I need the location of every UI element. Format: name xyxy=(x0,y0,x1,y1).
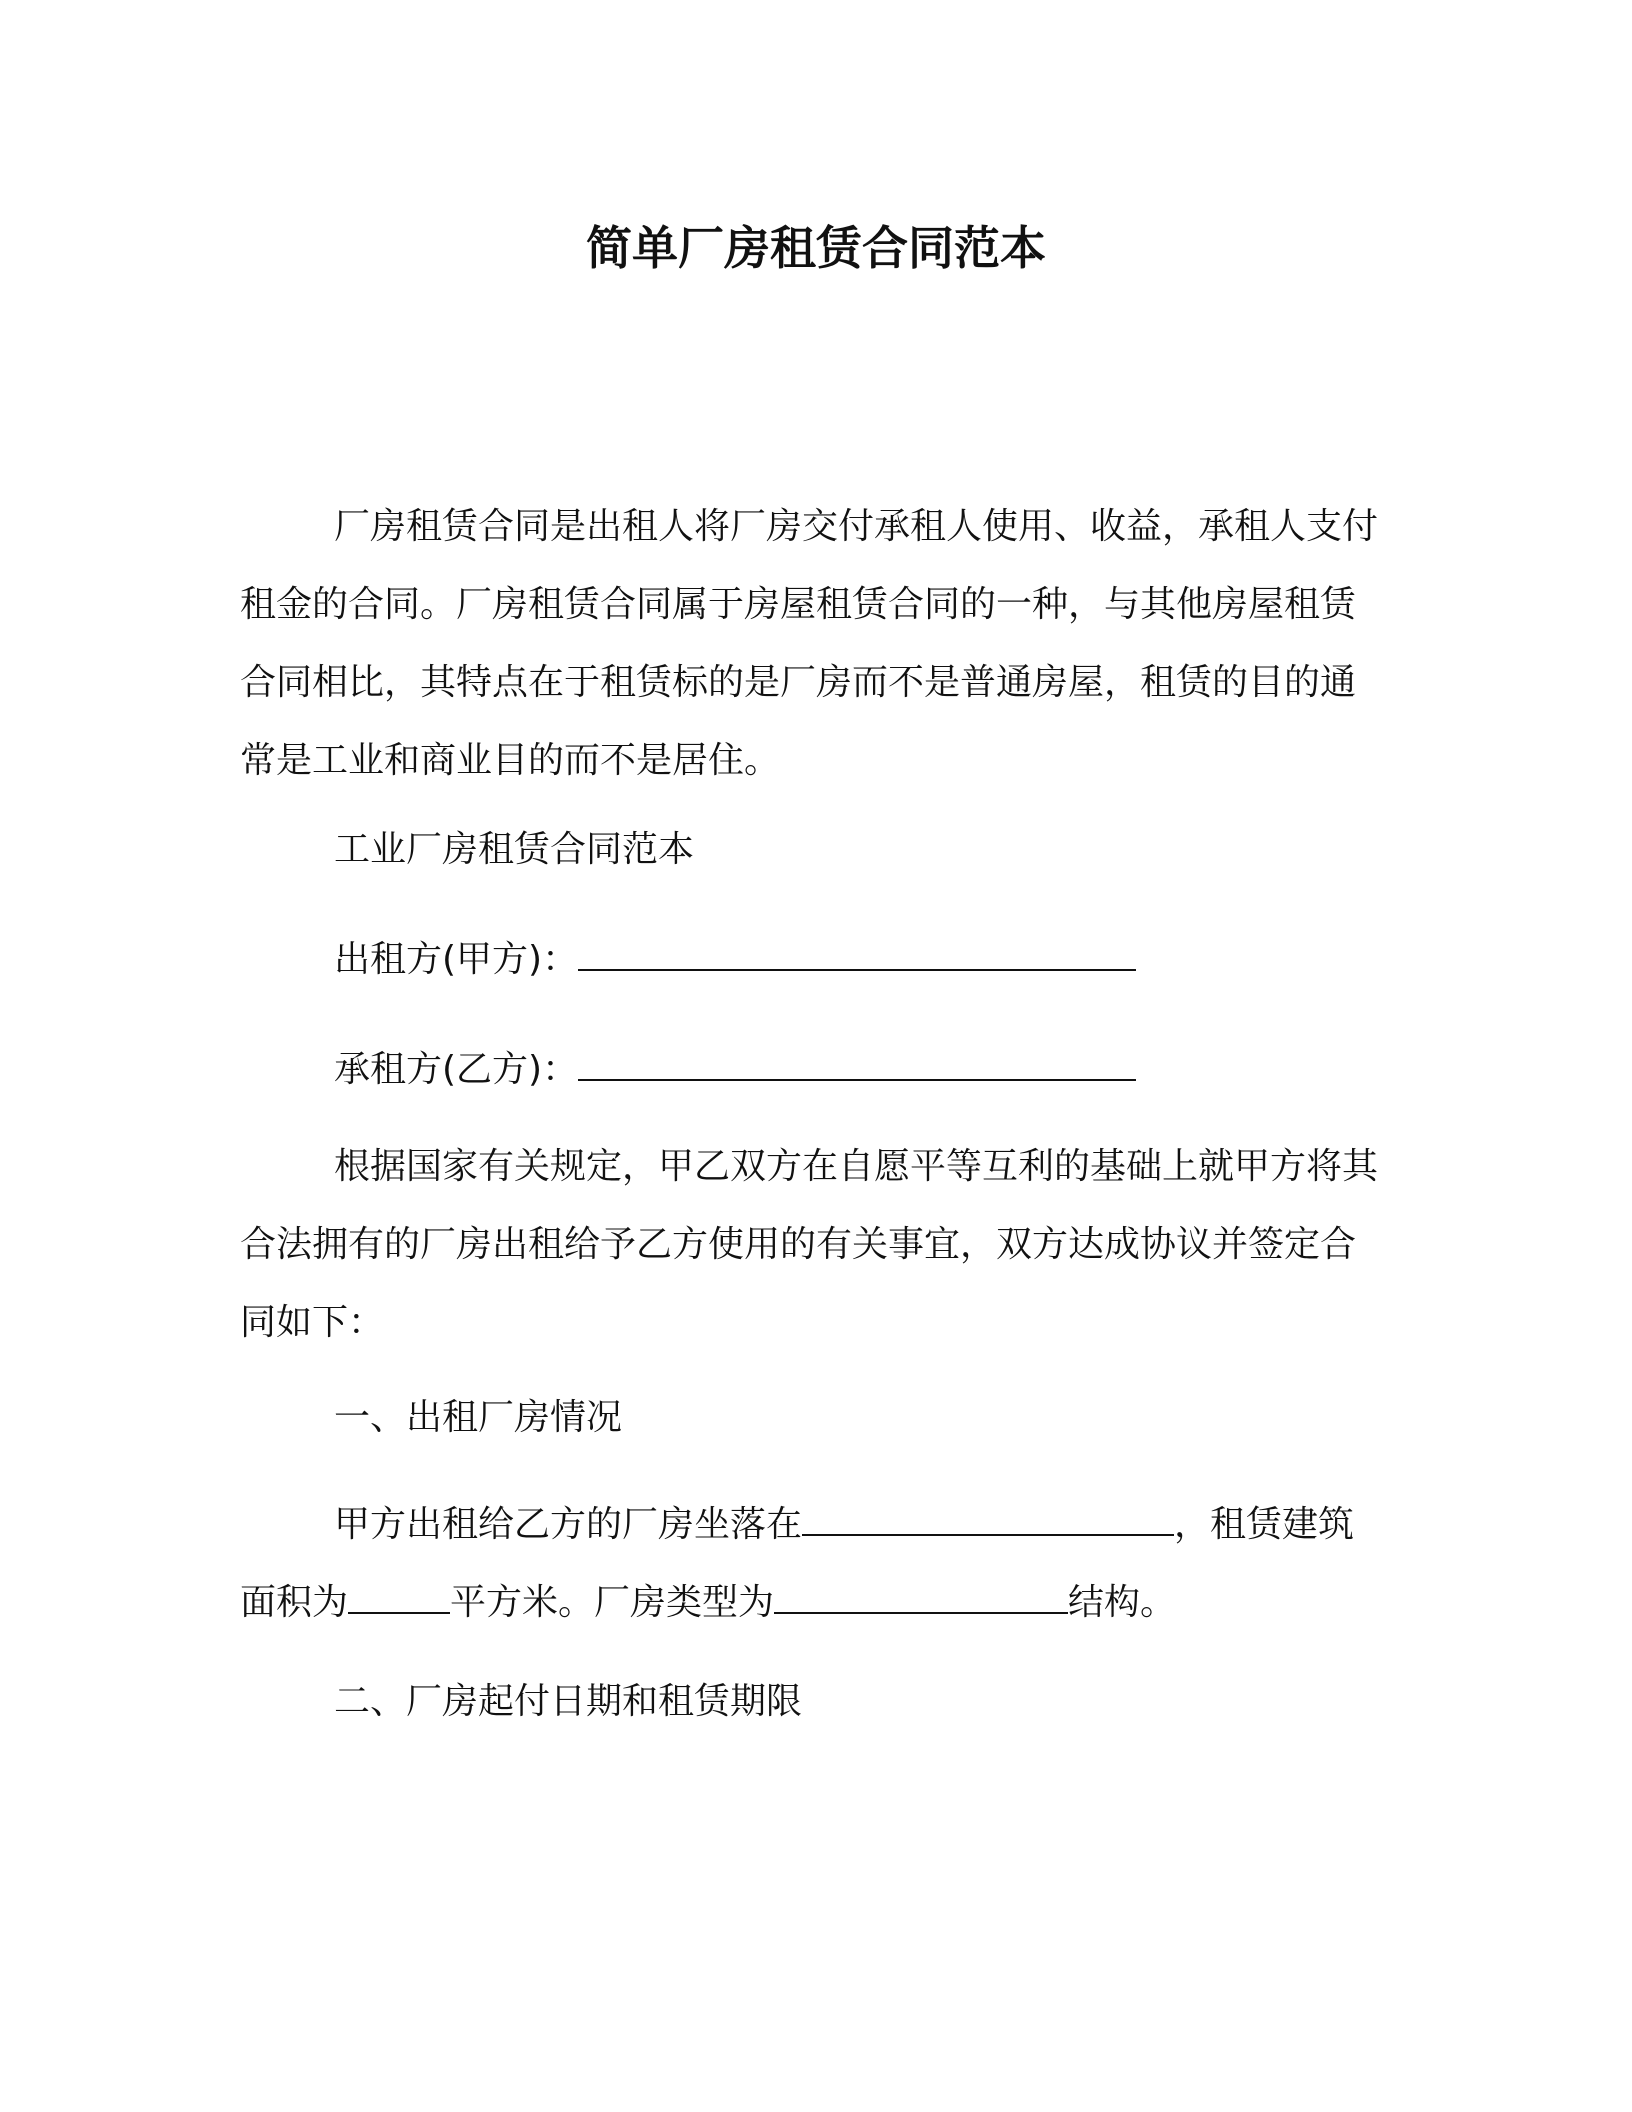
document-title: 简单厂房租赁合同范本 xyxy=(586,221,1046,275)
party-a-label: 出租方(甲方)： xyxy=(334,939,579,980)
party-b-label: 承租方(乙方)： xyxy=(334,1049,579,1090)
section2-heading: 二、厂房起付日期和租赁期限 xyxy=(334,1681,803,1722)
section1-heading: 一、出租厂房情况 xyxy=(334,1397,623,1438)
section1-text-3: 平方米。厂房类型为 xyxy=(450,1582,775,1623)
location-blank xyxy=(802,1504,1174,1536)
section1-text-4: 结构。 xyxy=(1068,1582,1177,1623)
section1-text-2: ，租赁建筑面积为 xyxy=(240,1504,1355,1623)
area-blank xyxy=(348,1582,450,1614)
section1-paragraph xyxy=(240,1486,1390,1642)
party-b-line xyxy=(334,1040,1136,1100)
section1-text-1: 甲方出租给乙方的厂房坐落在 xyxy=(334,1504,803,1545)
preamble-paragraph: 根据国家有关规定，甲乙双方在自愿平等互利的基础上就甲方将其合法拥有的厂房出租给予乙方使用的有关事宜，双方达成协议并签定合同如下： xyxy=(240,1146,1379,1343)
intro-paragraph: 厂房租赁合同是出租人将厂房交付承租人使用、收益，承租人支付租金的合同。厂房租赁合同属于房屋租赁合同的一种，与其他房屋租赁合同相比，其特点在于租赁标的是厂房而不是普通房屋，租赁的目的通常是工业和商业目的而不是居住。 xyxy=(240,506,1379,781)
party-a-blank xyxy=(578,939,1136,971)
party-a-line xyxy=(334,930,1136,990)
structure-blank xyxy=(774,1582,1068,1614)
party-b-blank xyxy=(578,1049,1136,1081)
subtitle: 工业厂房租赁合同范本 xyxy=(334,829,695,870)
